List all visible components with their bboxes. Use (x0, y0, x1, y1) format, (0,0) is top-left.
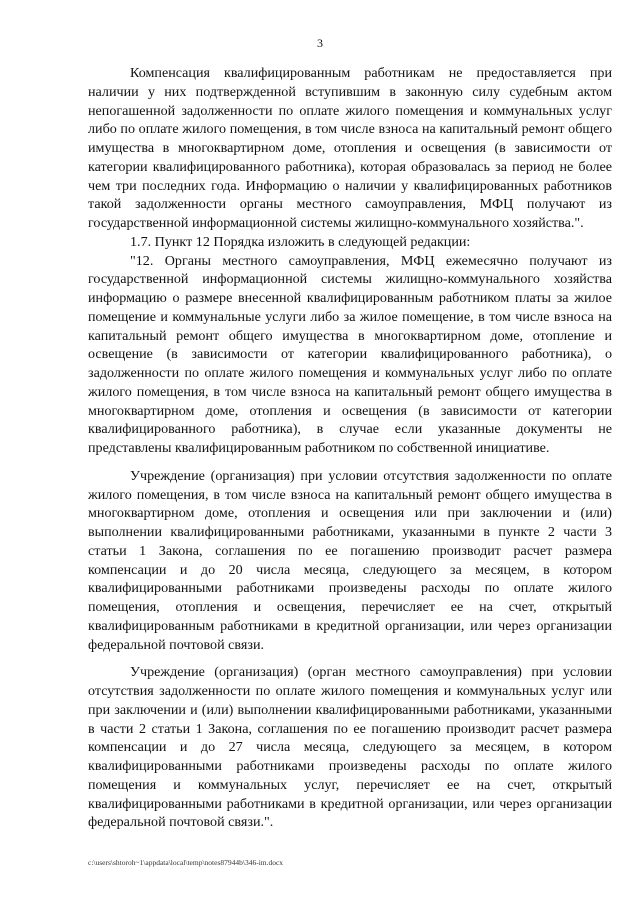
document-body (88, 64, 612, 832)
paragraph-institution-payment-20: Учреждение (организация) при условии отсутствия задолженности по оплате жилого помещения, в том числе взноса на капитальный ремонт общего имущества в многоквартирном доме, отопления и освещения или при заключении и (или) выполнении квалифицированными работниками, указанными в пункте 2 части 3 статьи 1 Закона, соглашения по ее погашению производит расчет размера компенсации и до 20 числа месяца, следующего за месяцем, в котором квалифицированными работниками произведены расходы по оплате жилого помещения, отопления и освещения, перечисляет ее на счет, открытый квалифицированным работниками в кредитной организации, или через организации федеральной почтовой связи. (88, 467, 612, 653)
paragraph-compensation-denial: Компенсация квалифицированным работникам не предоставляется при наличии у них подтвержденной вступившим в законную силу судебным актом непогашенной задолженности по оплате жилого помещения и коммунальных услуг либо по оплате жилого помещения, в том числе взноса на капитальный ремонт общего имущества в многоквартирном доме, отопления и освещения (в зависимости от категории квалифицированного работника), которая образовалась за период не более чем три последних года. Информацию о наличии у квалифицированных работников такой задолженности органы местного самоуправления, МФЦ получают из государственной информационной системы жилищно-коммунального хозяйства.". (88, 65, 612, 231)
paragraph-amendment-1-7: 1.7. Пункт 12 Порядка изложить в следующей редакции: (130, 233, 471, 250)
paragraph-item-12: "12. Органы местного самоуправления, МФЦ ежемесячно получают из государственной информационной системы жилищно-коммунального хозяйства информацию о размере внесенной квалифицированным работником платы за жилое помещение и коммунальные услуги либо за жилое помещение, в том числе взноса на капитальный ремонт общего имущества в многоквартирном доме, отопление и освещение (в зависимости от категории квалифицированного работника), о задолженности по оплате жилого помещения и коммунальных услуг либо по оплате жилого помещения, в том числе взноса на капитальный ремонт общего имущества в многоквартирном доме, отопления и освещения (в зависимости от категории квалифицированного работника), в случае если указанные документы не представлены квалифицированным работником по собственной инициативе. (88, 252, 612, 456)
paragraph-institution-payment-27: Учреждение (организация) (орган местного самоуправления) при условии отсутствия задолженности по оплате жилого помещения и коммунальных услуг или при заключении и (или) выполнении квалифицированными работниками, указанными в части 2 статьи 1 Закона, соглашения по ее погашению производит расчет размера компенсации и до 27 числа месяца, следующего за месяцем, в котором квалифицированными работниками произведены расходы по оплате жилого помещения и коммунальных услуг, перечисляет ее на счет, открытый квалифицированными работниками в кредитной организации, или через организации федеральной почтовой связи.". (88, 664, 612, 831)
page-number: 3 (317, 36, 323, 50)
footer-file-path: c:\users\shtoroh~1\appdata\local\temp\notes87944b\346-im.docx (88, 858, 284, 867)
